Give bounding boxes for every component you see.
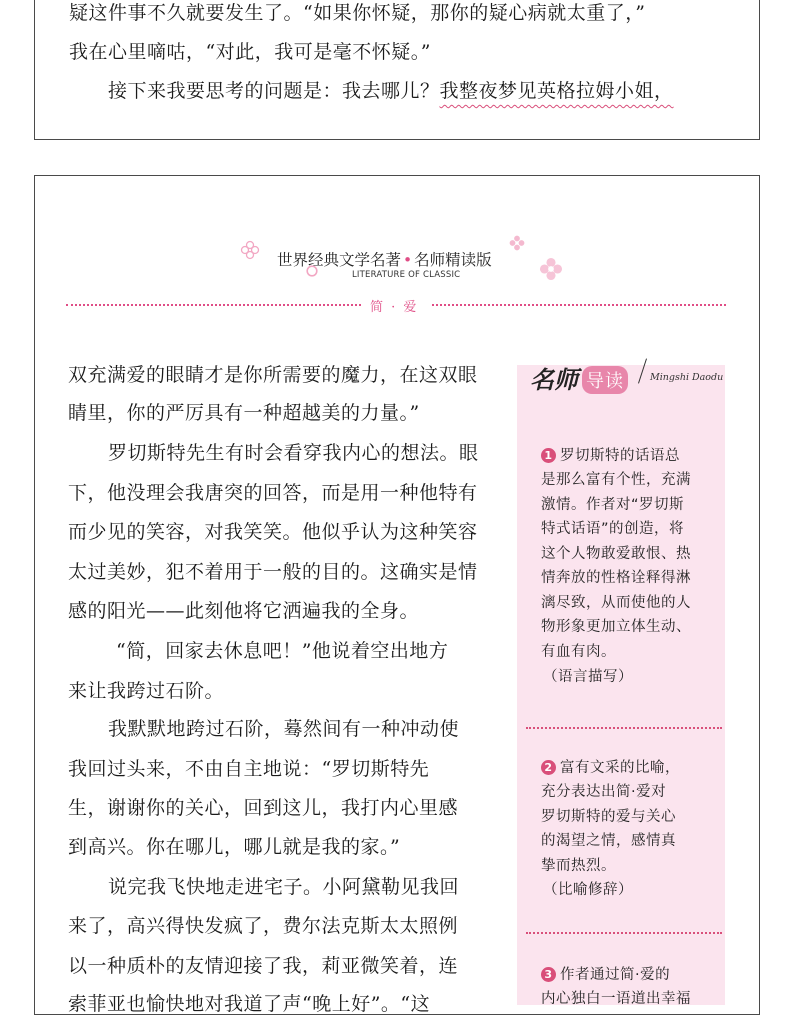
note-category: （语言描写） <box>543 669 633 685</box>
series-subtitle: LITERATURE OF CLASSIC <box>352 270 461 280</box>
body-line: 罗切斯特先生有时会看穿我内心的想法。眼 <box>108 442 479 464</box>
top-page-line <box>108 82 674 101</box>
flower-decoration-icon <box>240 240 260 260</box>
note-number-badge: 1 <box>541 448 556 463</box>
sidebar-title-dao: 导读 <box>582 366 628 394</box>
note-line: 罗切斯特的爱与关心 <box>541 809 676 825</box>
note-line: 特式话语”的创造，将 <box>541 521 685 537</box>
series-title <box>277 248 492 270</box>
header-divider <box>432 304 726 306</box>
flower-decoration-icon <box>508 234 526 252</box>
sidebar-title-ming: 名师 <box>530 365 578 394</box>
body-line: 太过美妙，犯不着用于一般的目的。这确实是情 <box>68 561 478 583</box>
note-line: 的渴望之情，感情真 <box>541 833 676 849</box>
body-line: 说完我飞快地走进宅子。小阿黛勒见我回 <box>108 876 460 898</box>
series-title-right: 名师精读版 <box>414 251 492 269</box>
note-number-badge: 3 <box>541 967 556 982</box>
body-line: 我默默地跨过石阶，蓦然间有一种冲动使 <box>108 718 460 740</box>
note-line: 作者通过简·爱的 <box>560 967 671 983</box>
note-line: 是那么富有个性，充满 <box>541 472 691 488</box>
note-number-badge: 2 <box>541 760 556 775</box>
note-first-line <box>541 444 680 465</box>
flower-decoration-icon <box>538 256 564 282</box>
note-line: 富有文采的比喻， <box>560 760 680 776</box>
wavy-underlined-text: 我整夜梦见英格拉姆小姐， <box>439 80 674 102</box>
note-line: 有血有肉。 <box>541 644 616 660</box>
body-line: 索菲亚也愉快地对我道了声“晚上好”。“这 <box>68 993 431 1015</box>
body-line: 我回过头来，不由自主地说：“罗切斯特先 <box>68 758 430 780</box>
note-line: 充分表达出简·爱对 <box>541 784 667 800</box>
body-line: “简，回家去休息吧！”他说着空出地方 <box>116 640 449 662</box>
top-page-line: 疑这件事不久就要发生了。“如果你怀疑，那你的疑心病就太重了，” <box>69 2 646 24</box>
note-category: （比喻修辞） <box>543 882 633 898</box>
note-divider <box>526 727 722 729</box>
body-line: 以一种质朴的友情迎接了我，莉亚微笑着，连 <box>68 955 459 977</box>
top-page-line-text: 接下来我要思考的问题是：我去哪儿？ <box>108 80 440 102</box>
note-line: 漓尽致，从而使他的人 <box>541 595 691 611</box>
body-line: 来让我跨过石阶。 <box>68 680 225 702</box>
body-line: 感的阳光——此刻他将它洒遍我的全身。 <box>68 600 420 622</box>
body-line: 下，他没理会我唐突的回答，而是用一种他特有 <box>68 482 478 504</box>
note-line: 情奔放的性格诠释得淋 <box>541 570 691 586</box>
body-line: 双充满爱的眼睛才是你所需要的魔力，在这双眼 <box>68 364 478 386</box>
note-line: 激情。作者对“罗切斯 <box>541 497 685 513</box>
body-line: 睛里，你的严厉具有一种超越美的力量。” <box>68 402 420 424</box>
body-line: 生，谢谢你的关心，回到这儿，我打内心里感 <box>68 797 459 819</box>
book-title: 简 · 爱 <box>370 300 419 315</box>
body-line: 到高兴。你在哪儿，哪儿就是我的家。” <box>68 836 401 858</box>
series-title-dot: • <box>403 251 413 269</box>
top-page-line: 我在心里嘀咕，“对此，我可是毫不怀疑。” <box>69 41 431 63</box>
body-line: 来了，高兴得快发疯了，费尔法克斯太太照例 <box>68 915 459 937</box>
note-first-line <box>541 756 680 777</box>
note-line: 这个人物敢爱敢恨、热 <box>541 546 691 562</box>
note-line: 挚而热烈。 <box>541 858 616 874</box>
sidebar-title-pinyin: Mingshi Daodu <box>650 372 724 383</box>
note-line: 罗切斯特的话语总 <box>560 448 680 464</box>
note-line: 内心独白一语道出幸福 <box>541 991 691 1007</box>
note-divider <box>526 932 722 934</box>
header-divider <box>66 304 361 306</box>
note-line: 物形象更加立体生动、 <box>541 619 691 635</box>
series-title-left: 世界经典文学名著 <box>277 251 402 269</box>
note-first-line <box>541 963 670 984</box>
body-line: 而少见的笑容，对我笑笑。他似乎认为这种笑容 <box>68 521 478 543</box>
